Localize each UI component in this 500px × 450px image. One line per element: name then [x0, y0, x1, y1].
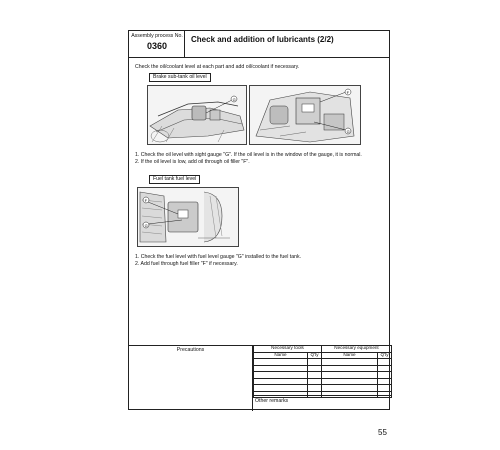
- other-remarks-label: Other remarks: [255, 398, 289, 404]
- other-remarks-cell: [253, 395, 391, 412]
- callout-f-2: F: [144, 197, 148, 203]
- brake-step-1: 1. Check the oil level with sight gauge "G". If the oil level is in the window of the gauge, it is normal.: [135, 152, 362, 158]
- brake-tank-figure-right: [249, 85, 361, 145]
- callout-g-3: G: [144, 222, 148, 228]
- tools-equipment-table: [253, 345, 392, 398]
- process-number: 0360: [146, 41, 168, 51]
- section-label-brake: Brake sub-tank oil level: [149, 73, 211, 82]
- equipment-name-header: Name: [322, 352, 378, 359]
- precautions-cell: [129, 345, 253, 411]
- callout-g-1: G: [232, 96, 236, 102]
- callout-g-2: G: [346, 128, 350, 134]
- process-number-cell: [129, 31, 185, 57]
- intro-text: Check the oil/coolant level at each part and add oil/coolant if necessary.: [135, 64, 300, 70]
- tools-name-header: Name: [254, 352, 308, 359]
- equipment-header: Necessary equipment: [322, 346, 392, 353]
- page-number: 55: [378, 428, 387, 437]
- sheet-header: [129, 31, 389, 58]
- section-label-fuel: Fuel tank fuel level: [149, 175, 200, 184]
- process-number-label: Assembly process No.: [131, 33, 183, 39]
- tools-qty-header: Q'ty: [308, 352, 322, 359]
- brake-tank-figure-left: [147, 85, 247, 145]
- fuel-step-2: 2. Add fuel through fuel filler "F" if necessary.: [135, 261, 238, 267]
- precautions-label: Precautions: [176, 347, 205, 353]
- fuel-step-1: 1. Check the fuel level with fuel level gauge "G" installed to the fuel tank.: [135, 254, 302, 260]
- process-sheet: [128, 30, 390, 410]
- callout-f-1: F: [346, 89, 350, 95]
- page-title: Check and addition of lubricants (2/2): [191, 35, 334, 44]
- fuel-tank-figure: [137, 187, 239, 247]
- tools-header: Necessary tools: [254, 346, 322, 353]
- brake-step-2: 2. If the oil level is low, add oil through oil filler "F".: [135, 159, 250, 165]
- equipment-qty-header: Q'ty: [378, 352, 392, 359]
